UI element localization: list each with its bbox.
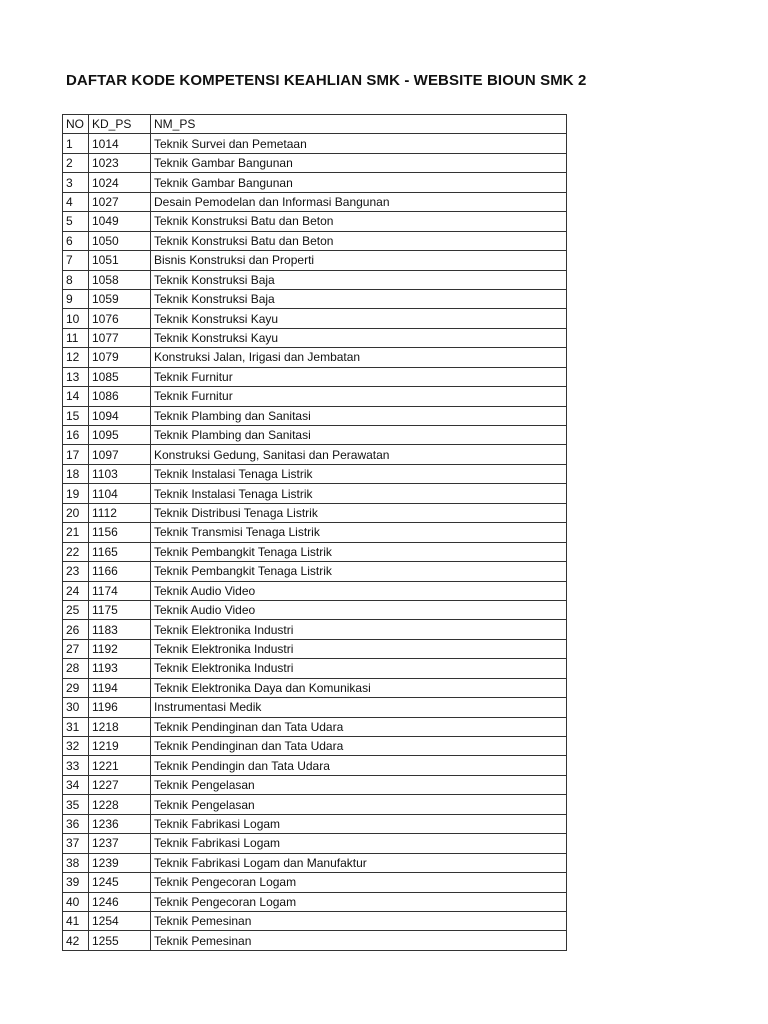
row-kd-ps-cell: 1059	[89, 289, 151, 308]
row-no-cell: 40	[63, 892, 89, 911]
row-no-cell: 31	[63, 717, 89, 736]
row-kd-ps-cell: 1058	[89, 270, 151, 289]
row-nm-ps-cell: Desain Pemodelan dan Informasi Bangunan	[151, 192, 567, 211]
row-nm-ps-cell: Teknik Elektronika Industri	[151, 639, 567, 658]
row-nm-ps-cell: Konstruksi Gedung, Sanitasi dan Perawatan	[151, 445, 567, 464]
row-nm-ps-cell: Teknik Instalasi Tenaga Listrik	[151, 484, 567, 503]
row-no-cell: 14	[63, 387, 89, 406]
row-nm-ps-cell: Teknik Pembangkit Tenaga Listrik	[151, 542, 567, 561]
table-row	[63, 484, 567, 503]
row-nm-ps-cell: Teknik Audio Video	[151, 600, 567, 619]
table-row	[63, 659, 567, 678]
row-kd-ps-cell: 1166	[89, 562, 151, 581]
row-nm-ps-cell: Teknik Gambar Bangunan	[151, 153, 567, 172]
row-no-cell: 9	[63, 289, 89, 308]
row-no-cell: 27	[63, 639, 89, 658]
row-nm-ps-cell: Teknik Konstruksi Batu dan Beton	[151, 231, 567, 250]
row-no-cell: 32	[63, 737, 89, 756]
row-no-cell: 10	[63, 309, 89, 328]
table-row	[63, 639, 567, 658]
header-kd-ps: KD_PS	[89, 115, 151, 134]
row-kd-ps-cell: 1239	[89, 853, 151, 872]
row-kd-ps-cell: 1085	[89, 367, 151, 386]
row-nm-ps-cell: Konstruksi Jalan, Irigasi dan Jembatan	[151, 348, 567, 367]
row-no-cell: 11	[63, 328, 89, 347]
row-kd-ps-cell: 1024	[89, 173, 151, 192]
row-kd-ps-cell: 1050	[89, 231, 151, 250]
table-row	[63, 834, 567, 853]
row-kd-ps-cell: 1194	[89, 678, 151, 697]
row-nm-ps-cell: Teknik Konstruksi Kayu	[151, 328, 567, 347]
row-nm-ps-cell: Teknik Elektronika Daya dan Komunikasi	[151, 678, 567, 697]
row-nm-ps-cell: Teknik Pemesinan	[151, 931, 567, 950]
row-no-cell: 18	[63, 464, 89, 483]
row-no-cell: 30	[63, 698, 89, 717]
row-no-cell: 17	[63, 445, 89, 464]
table-row	[63, 620, 567, 639]
row-nm-ps-cell: Bisnis Konstruksi dan Properti	[151, 251, 567, 270]
row-no-cell: 8	[63, 270, 89, 289]
row-no-cell: 4	[63, 192, 89, 211]
table-row	[63, 562, 567, 581]
table-row	[63, 814, 567, 833]
row-nm-ps-cell: Teknik Pengelasan	[151, 795, 567, 814]
table-row	[63, 134, 567, 153]
table-header-row	[63, 115, 567, 134]
row-kd-ps-cell: 1196	[89, 698, 151, 717]
row-nm-ps-cell: Teknik Pengecoran Logam	[151, 873, 567, 892]
table-row	[63, 523, 567, 542]
row-nm-ps-cell: Teknik Survei dan Pemetaan	[151, 134, 567, 153]
table-row	[63, 231, 567, 250]
table-row	[63, 853, 567, 872]
row-nm-ps-cell: Teknik Pembangkit Tenaga Listrik	[151, 562, 567, 581]
row-no-cell: 26	[63, 620, 89, 639]
row-kd-ps-cell: 1218	[89, 717, 151, 736]
row-no-cell: 3	[63, 173, 89, 192]
row-nm-ps-cell: Teknik Pendinginan dan Tata Udara	[151, 737, 567, 756]
table-row	[63, 309, 567, 328]
row-kd-ps-cell: 1183	[89, 620, 151, 639]
row-kd-ps-cell: 1236	[89, 814, 151, 833]
row-nm-ps-cell: Teknik Plambing dan Sanitasi	[151, 426, 567, 445]
row-no-cell: 15	[63, 406, 89, 425]
row-kd-ps-cell: 1076	[89, 309, 151, 328]
row-kd-ps-cell: 1174	[89, 581, 151, 600]
row-nm-ps-cell: Teknik Gambar Bangunan	[151, 173, 567, 192]
row-nm-ps-cell: Teknik Audio Video	[151, 581, 567, 600]
table-row	[63, 212, 567, 231]
table-row	[63, 873, 567, 892]
row-kd-ps-cell: 1077	[89, 328, 151, 347]
row-kd-ps-cell: 1254	[89, 911, 151, 930]
row-no-cell: 25	[63, 600, 89, 619]
row-kd-ps-cell: 1027	[89, 192, 151, 211]
row-kd-ps-cell: 1095	[89, 426, 151, 445]
row-no-cell: 5	[63, 212, 89, 231]
header-nm-ps: NM_PS	[151, 115, 567, 134]
table-row	[63, 717, 567, 736]
table-row	[63, 698, 567, 717]
row-no-cell: 6	[63, 231, 89, 250]
row-no-cell: 24	[63, 581, 89, 600]
row-kd-ps-cell: 1246	[89, 892, 151, 911]
row-kd-ps-cell: 1014	[89, 134, 151, 153]
table-row	[63, 367, 567, 386]
table-row	[63, 153, 567, 172]
row-nm-ps-cell: Teknik Furnitur	[151, 387, 567, 406]
row-nm-ps-cell: Teknik Konstruksi Baja	[151, 289, 567, 308]
row-kd-ps-cell: 1094	[89, 406, 151, 425]
row-no-cell: 13	[63, 367, 89, 386]
row-nm-ps-cell: Teknik Konstruksi Batu dan Beton	[151, 212, 567, 231]
table-row	[63, 678, 567, 697]
table-row	[63, 387, 567, 406]
row-no-cell: 36	[63, 814, 89, 833]
table-row	[63, 581, 567, 600]
row-no-cell: 20	[63, 503, 89, 522]
row-nm-ps-cell: Teknik Furnitur	[151, 367, 567, 386]
row-no-cell: 39	[63, 873, 89, 892]
row-nm-ps-cell: Teknik Pemesinan	[151, 911, 567, 930]
page-title: DAFTAR KODE KOMPETENSI KEAHLIAN SMK - WEBSITE BIOUN SMK 2	[66, 72, 587, 89]
row-no-cell: 28	[63, 659, 89, 678]
row-no-cell: 7	[63, 251, 89, 270]
row-kd-ps-cell: 1051	[89, 251, 151, 270]
row-nm-ps-cell: Teknik Distribusi Tenaga Listrik	[151, 503, 567, 522]
row-kd-ps-cell: 1165	[89, 542, 151, 561]
row-kd-ps-cell: 1079	[89, 348, 151, 367]
row-kd-ps-cell: 1175	[89, 600, 151, 619]
row-no-cell: 35	[63, 795, 89, 814]
row-kd-ps-cell: 1103	[89, 464, 151, 483]
row-no-cell: 23	[63, 562, 89, 581]
table-row	[63, 931, 567, 950]
row-kd-ps-cell: 1104	[89, 484, 151, 503]
table-row	[63, 173, 567, 192]
row-nm-ps-cell: Teknik Fabrikasi Logam	[151, 834, 567, 853]
row-nm-ps-cell: Teknik Transmisi Tenaga Listrik	[151, 523, 567, 542]
row-kd-ps-cell: 1112	[89, 503, 151, 522]
table-row	[63, 426, 567, 445]
row-nm-ps-cell: Teknik Fabrikasi Logam dan Manufaktur	[151, 853, 567, 872]
row-no-cell: 16	[63, 426, 89, 445]
table-row	[63, 445, 567, 464]
table-row	[63, 892, 567, 911]
row-nm-ps-cell: Teknik Instalasi Tenaga Listrik	[151, 464, 567, 483]
table-row	[63, 251, 567, 270]
row-no-cell: 38	[63, 853, 89, 872]
row-kd-ps-cell: 1255	[89, 931, 151, 950]
row-no-cell: 37	[63, 834, 89, 853]
row-nm-ps-cell: Teknik Pendinginan dan Tata Udara	[151, 717, 567, 736]
table-row	[63, 600, 567, 619]
row-nm-ps-cell: Teknik Konstruksi Baja	[151, 270, 567, 289]
row-kd-ps-cell: 1049	[89, 212, 151, 231]
row-nm-ps-cell: Teknik Fabrikasi Logam	[151, 814, 567, 833]
table-row	[63, 348, 567, 367]
table-row	[63, 289, 567, 308]
competency-table	[62, 114, 567, 951]
table-row	[63, 542, 567, 561]
table-row	[63, 406, 567, 425]
row-no-cell: 29	[63, 678, 89, 697]
row-no-cell: 12	[63, 348, 89, 367]
row-nm-ps-cell: Teknik Konstruksi Kayu	[151, 309, 567, 328]
table-row	[63, 192, 567, 211]
row-kd-ps-cell: 1193	[89, 659, 151, 678]
row-kd-ps-cell: 1245	[89, 873, 151, 892]
table-row	[63, 737, 567, 756]
row-nm-ps-cell: Teknik Pengelasan	[151, 775, 567, 794]
row-no-cell: 2	[63, 153, 89, 172]
row-kd-ps-cell: 1192	[89, 639, 151, 658]
row-kd-ps-cell: 1156	[89, 523, 151, 542]
table-row	[63, 503, 567, 522]
row-no-cell: 42	[63, 931, 89, 950]
table-row	[63, 328, 567, 347]
row-nm-ps-cell: Teknik Pengecoran Logam	[151, 892, 567, 911]
row-kd-ps-cell: 1227	[89, 775, 151, 794]
row-no-cell: 19	[63, 484, 89, 503]
row-no-cell: 22	[63, 542, 89, 561]
row-nm-ps-cell: Instrumentasi Medik	[151, 698, 567, 717]
row-no-cell: 33	[63, 756, 89, 775]
row-no-cell: 21	[63, 523, 89, 542]
table-row	[63, 911, 567, 930]
row-kd-ps-cell: 1228	[89, 795, 151, 814]
table-row	[63, 464, 567, 483]
row-kd-ps-cell: 1237	[89, 834, 151, 853]
row-kd-ps-cell: 1023	[89, 153, 151, 172]
row-nm-ps-cell: Teknik Elektronika Industri	[151, 659, 567, 678]
row-kd-ps-cell: 1086	[89, 387, 151, 406]
row-nm-ps-cell: Teknik Pendingin dan Tata Udara	[151, 756, 567, 775]
row-kd-ps-cell: 1219	[89, 737, 151, 756]
row-nm-ps-cell: Teknik Elektronika Industri	[151, 620, 567, 639]
row-no-cell: 34	[63, 775, 89, 794]
row-nm-ps-cell: Teknik Plambing dan Sanitasi	[151, 406, 567, 425]
row-no-cell: 41	[63, 911, 89, 930]
table-row	[63, 795, 567, 814]
header-no: NO	[63, 115, 89, 134]
row-kd-ps-cell: 1097	[89, 445, 151, 464]
table-body	[63, 134, 567, 950]
row-no-cell: 1	[63, 134, 89, 153]
table-row	[63, 756, 567, 775]
table-row	[63, 270, 567, 289]
row-kd-ps-cell: 1221	[89, 756, 151, 775]
table-row	[63, 775, 567, 794]
